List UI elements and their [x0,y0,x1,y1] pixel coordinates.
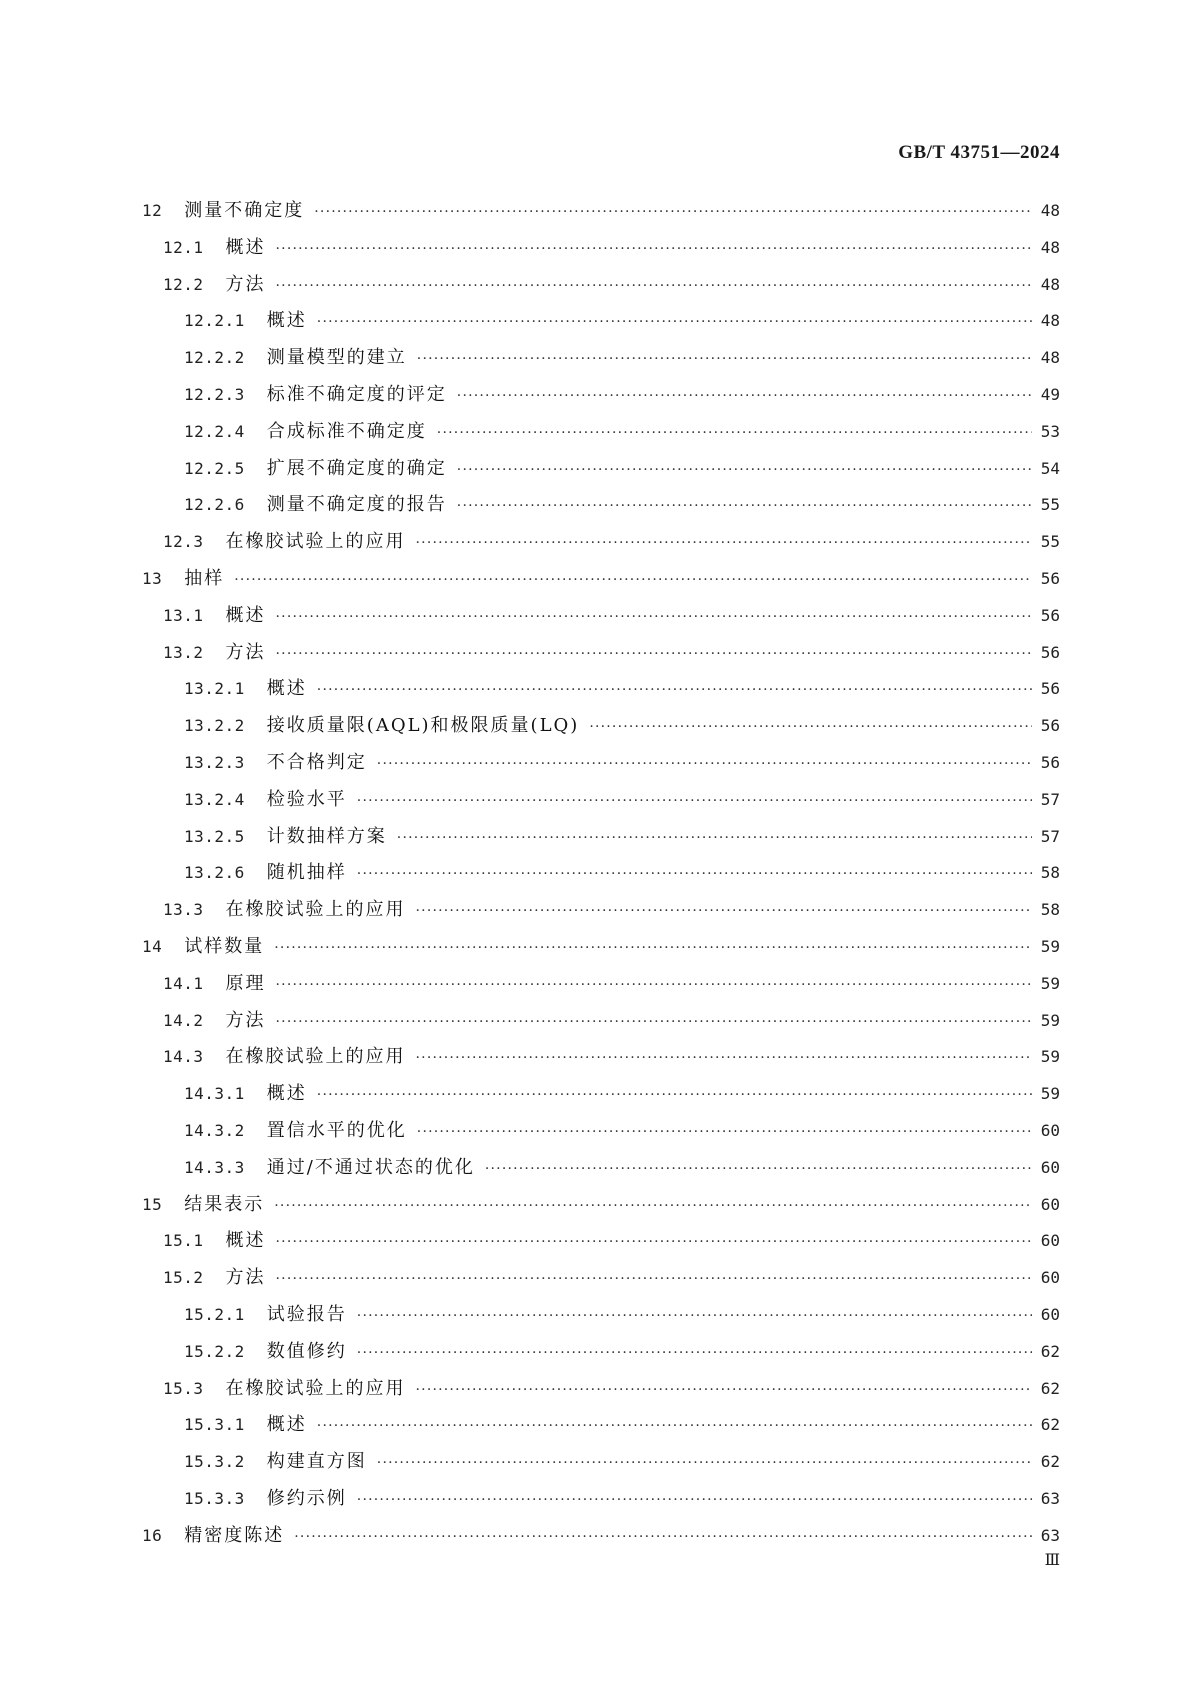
toc-dot-leader [417,1114,1032,1151]
toc-entry-title[interactable]: 方法 [225,1267,266,1289]
toc-entry-number: 12 [142,201,163,220]
toc-entry-title[interactable]: 概述 [225,236,266,258]
toc-dot-leader [416,893,1032,930]
toc-entry-title[interactable]: 概述 [225,1230,266,1252]
toc-entry-title[interactable]: 扩展不确定度的确定 [266,457,447,479]
toc-entry-page[interactable]: 56 [1040,568,1060,588]
toc-dot-leader [314,194,1032,231]
toc-entry[interactable] [142,193,1060,230]
toc-entry-page[interactable]: 48 [1040,311,1060,331]
table-of-contents [142,193,1060,1554]
toc-entry-page[interactable]: 56 [1040,642,1060,662]
toc-entry-page[interactable]: 63 [1040,1488,1060,1508]
toc-dot-leader [274,930,1032,967]
toc-entry-page[interactable]: 49 [1040,384,1060,404]
toc-entry-title[interactable]: 试样数量 [184,935,265,957]
toc-dot-leader [357,1482,1032,1519]
toc-entry-title[interactable]: 在橡胶试验上的应用 [225,531,406,553]
toc-entry[interactable] [142,708,1060,745]
toc-dot-leader [276,231,1032,268]
toc-entry-page[interactable]: 59 [1040,1010,1060,1030]
toc-entry-number: 14.3.2 [184,1120,245,1140]
toc-entry[interactable] [142,377,1060,414]
toc-entry-page[interactable]: 53 [1040,421,1060,441]
toc-entry-number: 15.3 [163,1378,204,1398]
toc-entry-number: 14.3.1 [184,1084,245,1104]
toc-entry-page[interactable]: 58 [1040,900,1060,920]
toc-entry-title[interactable]: 数值修约 [266,1340,347,1362]
toc-entry[interactable] [142,414,1060,451]
toc-entry-page[interactable]: 62 [1040,1415,1060,1435]
toc-entry-number: 13.3 [163,900,204,920]
toc-entry-number: 12.2.3 [184,384,245,404]
toc-entry[interactable] [142,1407,1060,1444]
toc-entry-page[interactable]: 48 [1040,201,1060,220]
toc-entry[interactable] [142,451,1060,488]
toc-entry-page[interactable]: 55 [1040,495,1060,515]
toc-entry-title[interactable]: 置信水平的优化 [266,1119,407,1141]
toc-entry-page[interactable]: 60 [1040,1157,1060,1177]
toc-entry-page[interactable]: 48 [1040,237,1060,257]
toc-entry-page[interactable]: 56 [1040,752,1060,772]
toc-entry[interactable] [142,635,1060,672]
toc-entry-number: 15.2 [163,1268,204,1288]
toc-dot-leader [437,415,1032,452]
toc-entry-number: 12.3 [163,532,204,552]
toc-entry[interactable] [142,1150,1060,1187]
toc-entry-number: 13 [142,568,163,588]
toc-dot-leader [317,1077,1032,1114]
toc-entry-number: 15.3.2 [184,1452,245,1472]
toc-entry-page[interactable]: 57 [1040,789,1060,809]
toc-entry[interactable] [142,1444,1060,1481]
toc-dot-leader [589,709,1032,746]
toc-entry[interactable] [142,892,1060,929]
toc-entry[interactable] [142,230,1060,267]
toc-dot-leader [416,1040,1032,1077]
toc-dot-leader [276,636,1032,673]
toc-dot-leader [357,1298,1032,1335]
toc-entry[interactable] [142,745,1060,782]
toc-entry-page[interactable]: 62 [1040,1378,1060,1398]
toc-entry-page[interactable]: 55 [1040,532,1060,552]
toc-dot-leader [317,304,1032,341]
toc-entry-title[interactable]: 通过/不通过状态的优化 [266,1156,475,1178]
toc-entry-number: 14.3.3 [184,1157,245,1177]
toc-entry-title[interactable]: 抽样 [184,567,225,589]
toc-entry[interactable] [142,1260,1060,1297]
toc-dot-leader [416,525,1032,562]
toc-dot-leader [276,1261,1032,1298]
toc-entry-title[interactable]: 方法 [225,273,266,295]
toc-entry-number: 15.3.3 [184,1488,245,1508]
toc-dot-leader [276,599,1032,636]
toc-entry-page[interactable]: 60 [1040,1231,1060,1251]
toc-entry-title[interactable]: 标准不确定度的评定 [266,383,447,405]
toc-entry[interactable] [142,855,1060,892]
toc-entry-title[interactable]: 随机抽样 [266,862,347,884]
toc-entry-number: 12.2.6 [184,495,245,515]
toc-entry-title[interactable]: 方法 [225,1009,266,1031]
toc-dot-leader [397,820,1032,857]
toc-entry-number: 13.2 [163,642,204,662]
toc-dot-leader [276,1224,1032,1261]
toc-entry[interactable] [142,1039,1060,1076]
toc-entry-number: 15.2.1 [184,1304,245,1324]
toc-entry-title[interactable]: 合成标准不确定度 [266,420,427,442]
toc-entry-page[interactable]: 59 [1040,936,1060,956]
toc-entry-page[interactable]: 60 [1040,1120,1060,1140]
toc-entry-title[interactable]: 构建直方图 [266,1451,367,1473]
toc-entry-number: 15.2.2 [184,1341,245,1361]
toc-entry-number: 13.2.5 [184,826,245,846]
toc-entry-number: 13.2.4 [184,789,245,809]
toc-entry-title[interactable]: 精密度陈述 [184,1524,285,1546]
toc-entry[interactable] [142,524,1060,561]
toc-entry-title[interactable]: 概述 [266,1083,307,1105]
toc-entry-page[interactable]: 62 [1040,1452,1060,1472]
toc-dot-leader [357,783,1032,820]
toc-entry-page[interactable]: 48 [1040,274,1060,294]
toc-entry-title[interactable]: 在橡胶试验上的应用 [225,899,406,921]
standard-code: GB/T 43751—2024 [898,142,1060,163]
toc-entry-number: 14.2 [163,1010,204,1030]
toc-entry-title[interactable]: 测量模型的建立 [266,347,407,369]
toc-dot-leader [317,1408,1032,1445]
toc-dot-leader [457,488,1032,525]
toc-entry-title[interactable]: 接收质量限(AQL)和极限质量(LQ) [266,715,580,737]
toc-entry-number: 12.2.4 [184,421,245,441]
toc-entry-page[interactable]: 59 [1040,973,1060,993]
toc-entry-page[interactable]: 56 [1040,679,1060,699]
toc-entry-title[interactable]: 不合格判定 [266,751,367,773]
toc-entry-number: 12.1 [163,237,204,257]
toc-entry-title[interactable]: 概述 [266,678,307,700]
toc-entry[interactable] [142,1334,1060,1371]
toc-entry-number: 12.2.2 [184,348,245,368]
toc-dot-leader [234,562,1032,599]
toc-entry-title[interactable]: 概述 [266,1414,307,1436]
toc-dot-leader [377,1445,1032,1482]
toc-dot-leader [276,967,1032,1004]
toc-entry-number: 14 [142,936,163,956]
toc-dot-leader [276,1004,1032,1041]
toc-entry-number: 16 [142,1525,163,1545]
toc-entry-page[interactable]: 60 [1040,1304,1060,1324]
toc-entry-page[interactable]: 62 [1040,1341,1060,1361]
toc-entry[interactable] [142,1223,1060,1260]
toc-entry[interactable] [142,819,1060,856]
toc-dot-leader [416,1372,1032,1409]
toc-entry-page[interactable]: 56 [1040,716,1060,736]
toc-entry[interactable] [142,1481,1060,1518]
toc-entry-number: 13.2.6 [184,863,245,883]
toc-entry-number: 12.2.1 [184,311,245,331]
toc-dot-leader [457,378,1032,415]
toc-entry[interactable] [142,598,1060,635]
toc-entry[interactable] [142,267,1060,304]
toc-entry-page[interactable]: 63 [1040,1525,1060,1545]
toc-dot-leader [357,856,1032,893]
toc-entry[interactable] [142,929,1060,966]
toc-entry-number: 14.3 [163,1047,204,1067]
toc-dot-leader [457,452,1032,489]
toc-entry-page[interactable]: 48 [1040,348,1060,368]
toc-entry-page[interactable]: 59 [1040,1047,1060,1067]
toc-entry-title[interactable]: 试验报告 [266,1303,347,1325]
toc-entry-title[interactable]: 概述 [225,604,266,626]
toc-entry-number: 12.2.5 [184,458,245,478]
toc-dot-leader [417,341,1032,378]
toc-entry[interactable] [142,671,1060,708]
toc-entry[interactable] [142,1003,1060,1040]
toc-entry-page[interactable]: 58 [1040,863,1060,883]
toc-dot-leader [377,746,1032,783]
toc-entry-title[interactable]: 计数抽样方案 [266,825,387,847]
toc-entry-title[interactable]: 方法 [225,641,266,663]
toc-entry-title[interactable]: 测量不确定度的报告 [266,494,447,516]
toc-entry[interactable] [142,561,1060,598]
toc-dot-leader [294,1519,1032,1556]
toc-entry[interactable] [142,1518,1060,1555]
toc-dot-leader [485,1151,1032,1188]
toc-entry-number: 12.2 [163,274,204,294]
toc-entry-title[interactable]: 检验水平 [266,788,347,810]
toc-entry-title[interactable]: 原理 [225,972,266,994]
toc-dot-leader [274,1188,1032,1225]
toc-entry-number: 14.1 [163,973,204,993]
toc-entry[interactable] [142,1297,1060,1334]
toc-dot-leader [276,268,1032,305]
toc-entry-title[interactable]: 测量不确定度 [184,200,305,221]
toc-entry-title[interactable]: 修约示例 [266,1487,347,1509]
toc-entry[interactable] [142,1187,1060,1224]
toc-entry-title[interactable]: 概述 [266,310,307,332]
toc-entry-page[interactable]: 60 [1040,1268,1060,1288]
toc-entry[interactable] [142,340,1060,377]
toc-entry-page[interactable]: 56 [1040,605,1060,625]
toc-entry-number: 15 [142,1194,163,1214]
toc-entry[interactable] [142,782,1060,819]
page-number: Ⅲ [1044,1552,1060,1569]
toc-entry[interactable] [142,487,1060,524]
toc-entry[interactable] [142,1113,1060,1150]
toc-entry-number: 13.1 [163,605,204,625]
toc-entry-number: 13.2.3 [184,752,245,772]
toc-entry-title[interactable]: 在橡胶试验上的应用 [225,1046,406,1068]
toc-entry[interactable] [142,1371,1060,1408]
toc-entry-number: 13.2.1 [184,679,245,699]
toc-entry-title[interactable]: 在橡胶试验上的应用 [225,1377,406,1399]
toc-entry-number: 15.3.1 [184,1415,245,1435]
toc-entry[interactable] [142,966,1060,1003]
toc-entry[interactable] [142,1076,1060,1113]
toc-dot-leader [317,672,1032,709]
toc-entry-title[interactable]: 结果表示 [184,1193,265,1215]
toc-entry-page[interactable]: 54 [1040,458,1060,478]
toc-entry-page[interactable]: 60 [1040,1194,1060,1214]
toc-entry-number: 15.1 [163,1231,204,1251]
toc-entry-number: 13.2.2 [184,716,245,736]
toc-entry-page[interactable]: 57 [1040,826,1060,846]
toc-dot-leader [357,1335,1032,1372]
toc-entry-page[interactable]: 59 [1040,1084,1060,1104]
toc-entry[interactable] [142,303,1060,340]
